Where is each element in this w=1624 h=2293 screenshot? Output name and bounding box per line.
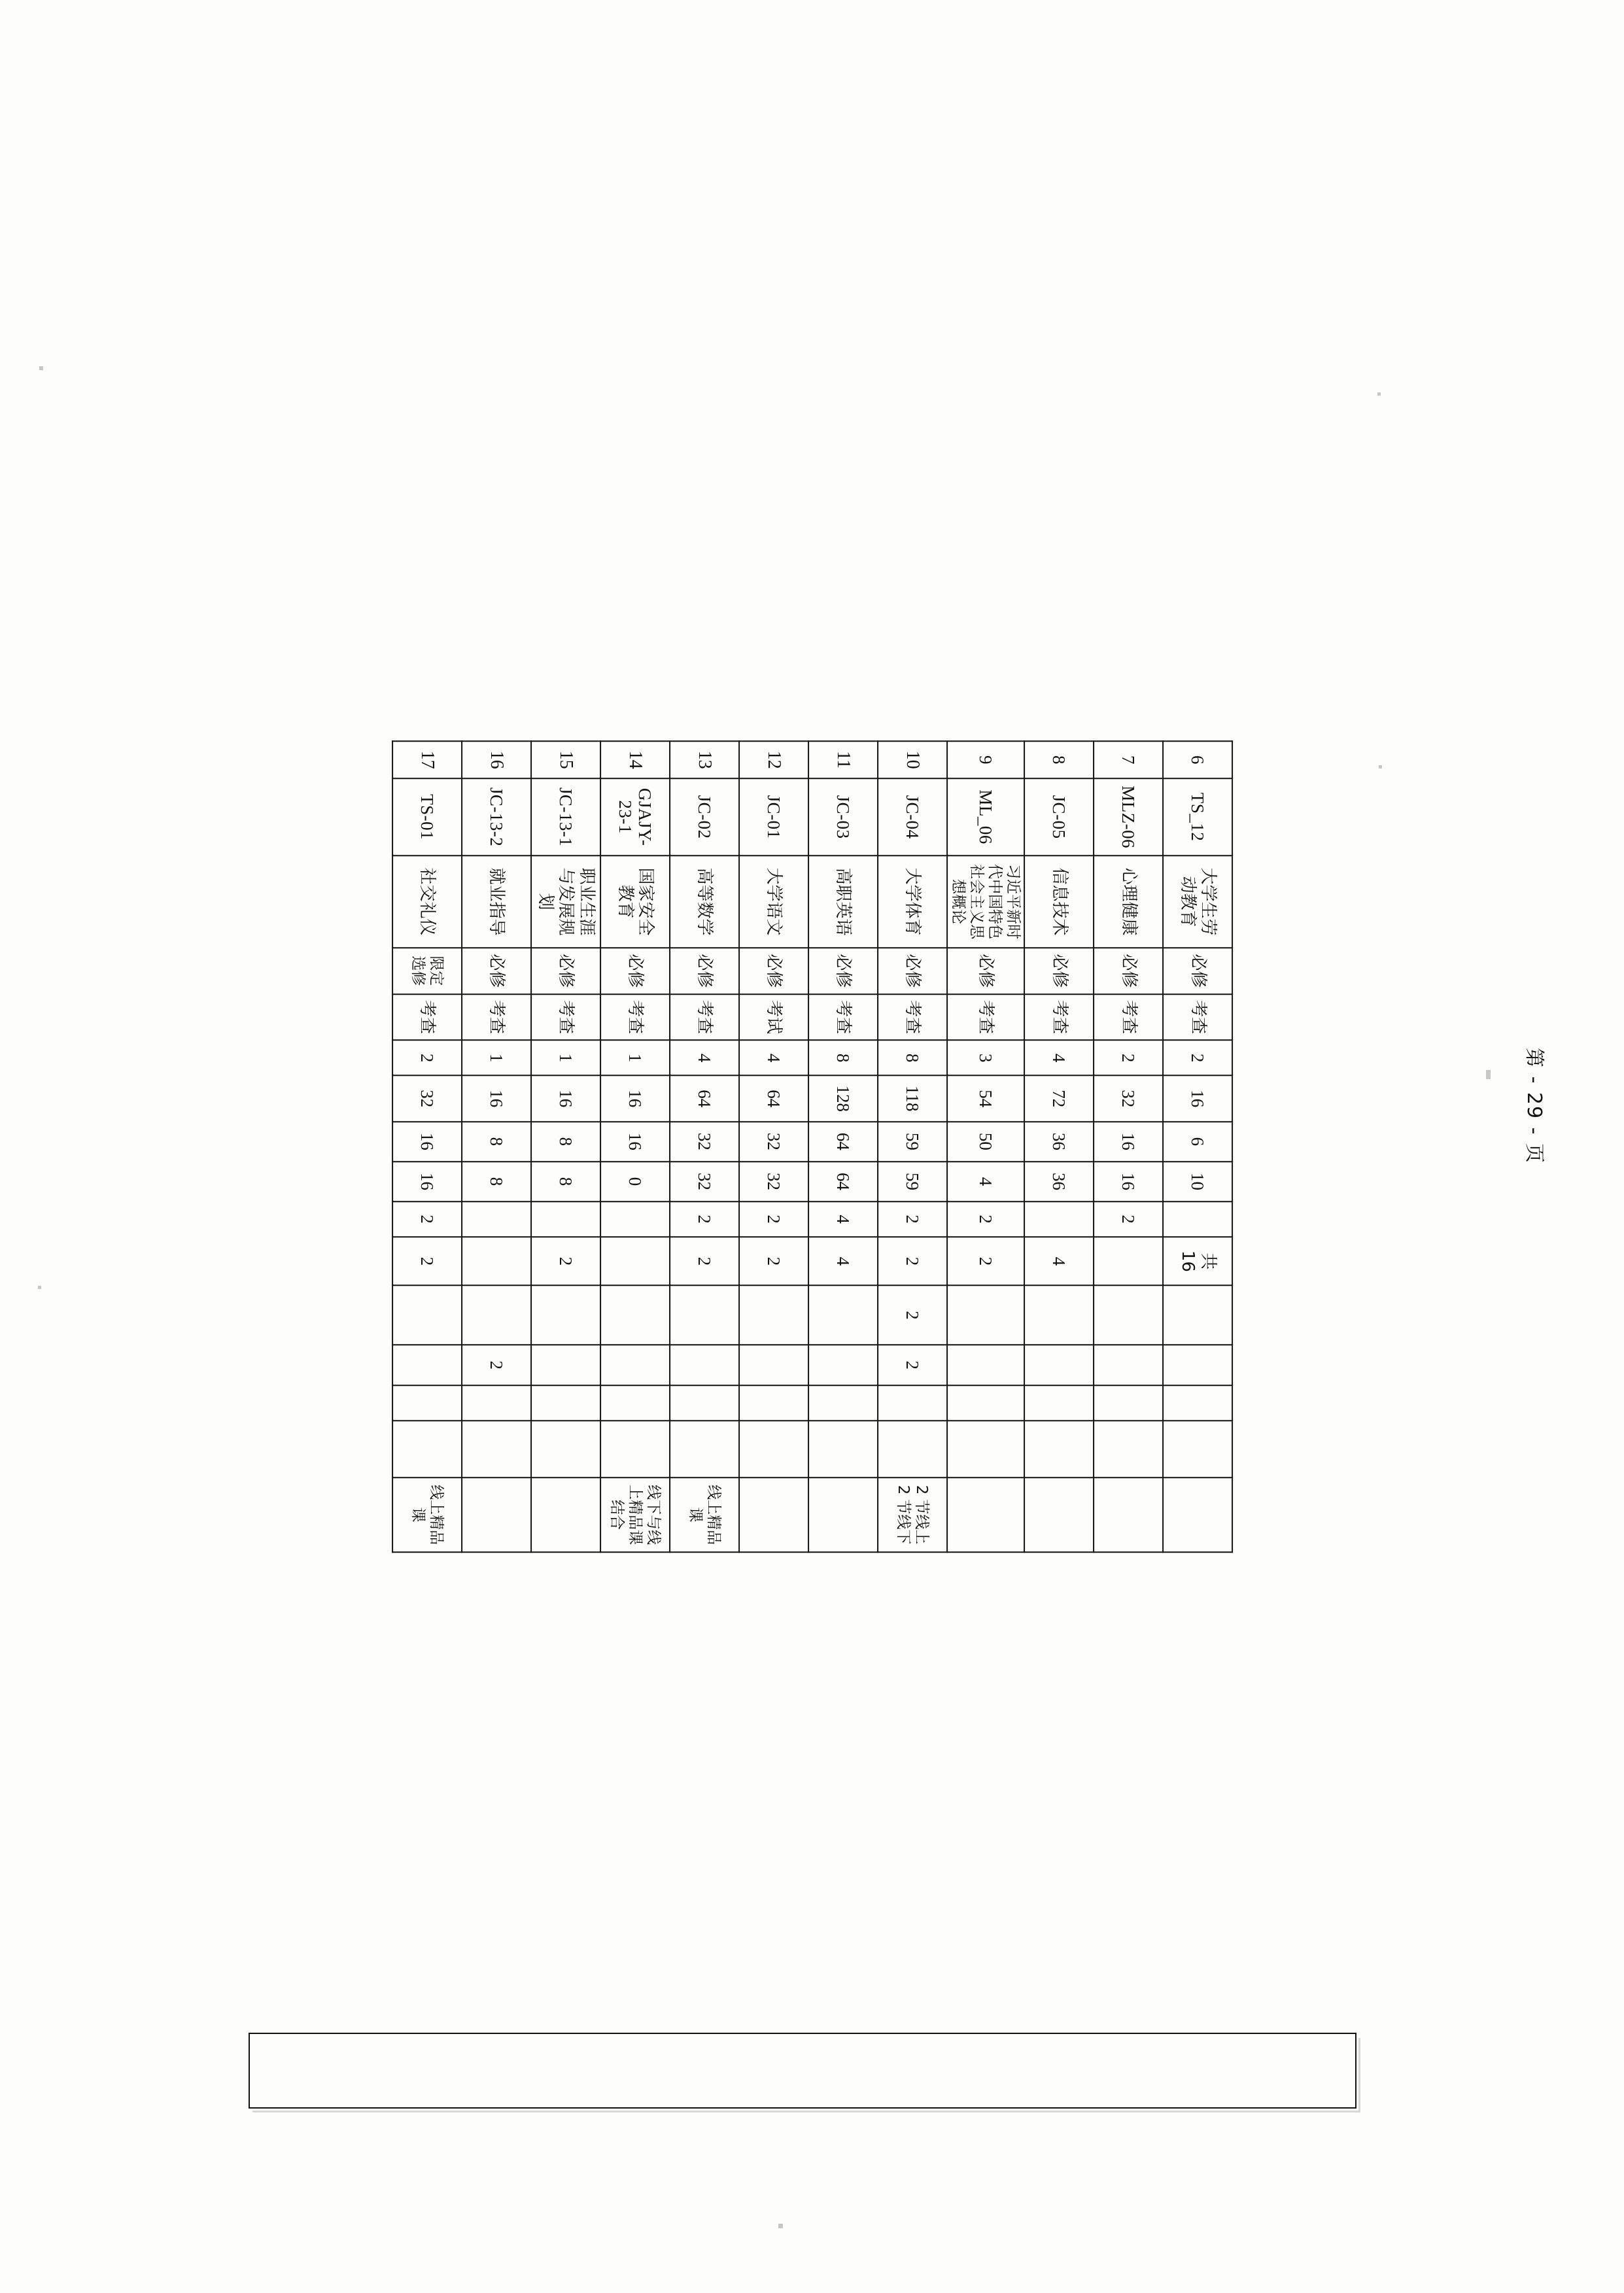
- table-row: [1163, 741, 1232, 1552]
- cell-s6: [808, 1421, 877, 1477]
- cell-name: 习近平新时代中国特色社会主义思想概论: [946, 855, 1024, 948]
- cell-practice: 16: [1094, 1162, 1163, 1201]
- cell-type: 必修: [461, 948, 530, 994]
- cell-s2: 2: [669, 1237, 738, 1285]
- cell-total: 128: [808, 1076, 877, 1122]
- cell-s3: [1163, 1286, 1232, 1345]
- table-row: [530, 741, 600, 1552]
- cell-remark: [946, 1477, 1024, 1551]
- cell-type: 必修: [1163, 948, 1232, 994]
- cell-s2: 4: [1024, 1237, 1094, 1285]
- cell-s5: [946, 1385, 1024, 1421]
- cell-s4: [1163, 1345, 1232, 1385]
- cell-s3: [600, 1286, 669, 1345]
- cell-total: 16: [1163, 1076, 1232, 1122]
- table-row: [877, 741, 946, 1552]
- cell-exam: 考试: [738, 994, 808, 1041]
- cell-type: 必修: [530, 948, 600, 994]
- cell-code: TS_12: [1163, 778, 1232, 855]
- cell-no: 10: [877, 741, 946, 778]
- cell-s4: [738, 1345, 808, 1385]
- cell-s2: 2: [877, 1237, 946, 1285]
- cell-s2: 2: [530, 1237, 600, 1285]
- cell-s6: [1163, 1421, 1232, 1477]
- cell-s6: [461, 1421, 530, 1477]
- cell-s5: [392, 1385, 461, 1421]
- cell-credit: 8: [808, 1041, 877, 1076]
- cell-s6: [600, 1421, 669, 1477]
- cell-no: 15: [530, 741, 600, 778]
- table-row: [669, 741, 738, 1552]
- table-row: [1094, 741, 1163, 1552]
- cell-s2: 2: [392, 1237, 461, 1285]
- cell-exam: 考查: [1163, 994, 1232, 1041]
- cell-theory: 16: [1094, 1122, 1163, 1162]
- cell-s6: [1024, 1421, 1094, 1477]
- cell-total: 64: [669, 1076, 738, 1122]
- cell-code: JC-13-2: [461, 778, 530, 855]
- cell-remark: 线下与线上精品课结合: [600, 1477, 669, 1551]
- scan-speck: [1379, 765, 1382, 768]
- cell-practice: 16: [392, 1162, 461, 1201]
- cell-exam: 考查: [1094, 994, 1163, 1041]
- cell-exam: 考查: [808, 994, 877, 1041]
- cell-type: 必修: [1094, 948, 1163, 994]
- cell-credit: 1: [461, 1041, 530, 1076]
- cell-exam: 考查: [669, 994, 738, 1041]
- cell-remark: [461, 1477, 530, 1551]
- cell-s5: [1163, 1385, 1232, 1421]
- cell-type: 必修: [877, 948, 946, 994]
- table-row: [392, 741, 461, 1552]
- cell-no: 11: [808, 741, 877, 778]
- cell-practice: 64: [808, 1162, 877, 1201]
- cell-credit: 2: [1094, 1041, 1163, 1076]
- cell-s6: [1094, 1421, 1163, 1477]
- cell-s4: [1094, 1345, 1163, 1385]
- cell-total: 64: [738, 1076, 808, 1122]
- cell-name: 就业指导: [461, 855, 530, 948]
- cell-name: 职业生涯与发展规划: [530, 855, 600, 948]
- cell-theory: 6: [1163, 1122, 1232, 1162]
- cell-theory: 36: [1024, 1122, 1094, 1162]
- cell-total: 32: [392, 1076, 461, 1122]
- cell-no: 14: [600, 741, 669, 778]
- cell-credit: 1: [530, 1041, 600, 1076]
- cell-name: 高职英语: [808, 855, 877, 948]
- cell-practice: 8: [461, 1162, 530, 1201]
- cell-exam: 考查: [392, 994, 461, 1041]
- cell-s5: [738, 1385, 808, 1421]
- cell-s3: [1024, 1286, 1094, 1345]
- cell-credit: 8: [877, 1041, 946, 1076]
- cell-theory: 32: [738, 1122, 808, 1162]
- cell-exam: 考查: [530, 994, 600, 1041]
- cell-s2: 2: [738, 1237, 808, 1285]
- cell-practice: 36: [1024, 1162, 1094, 1201]
- cell-type: 限定选修: [392, 948, 461, 994]
- cell-s1: 2: [738, 1201, 808, 1237]
- cell-s3: [738, 1286, 808, 1345]
- cell-no: 12: [738, 741, 808, 778]
- cell-s5: [669, 1385, 738, 1421]
- cell-theory: 59: [877, 1122, 946, 1162]
- cell-s1: 2: [392, 1201, 461, 1237]
- cell-remark: [738, 1477, 808, 1551]
- cell-s1: 2: [669, 1201, 738, 1237]
- cell-s2: [600, 1237, 669, 1285]
- cell-s3: 2: [877, 1286, 946, 1345]
- cell-practice: 59: [877, 1162, 946, 1201]
- cell-total: 54: [946, 1076, 1024, 1122]
- cell-code: GJAJY-23-1: [600, 778, 669, 855]
- cell-s2: [461, 1237, 530, 1285]
- cell-total: 16: [600, 1076, 669, 1122]
- cell-s6: [738, 1421, 808, 1477]
- cell-code: JC-01: [738, 778, 808, 855]
- cell-theory: 16: [600, 1122, 669, 1162]
- course-plan-table-container: [391, 740, 1232, 1553]
- cell-s1: [1163, 1201, 1232, 1237]
- cell-s5: [1024, 1385, 1094, 1421]
- cell-theory: 64: [808, 1122, 877, 1162]
- cell-no: 7: [1094, 741, 1163, 778]
- cell-theory: 32: [669, 1122, 738, 1162]
- cell-s5: [461, 1385, 530, 1421]
- cell-code: JC-13-1: [530, 778, 600, 855]
- scan-speck: [1486, 1070, 1491, 1079]
- cell-type: 必修: [738, 948, 808, 994]
- cell-s6: [530, 1421, 600, 1477]
- table-row: [461, 741, 530, 1552]
- cell-s1: [600, 1201, 669, 1237]
- cell-s4: [669, 1345, 738, 1385]
- cell-practice: 10: [1163, 1162, 1232, 1201]
- cell-exam: 考查: [461, 994, 530, 1041]
- cell-total: 118: [877, 1076, 946, 1122]
- cell-code: JC-05: [1024, 778, 1094, 855]
- cell-practice: 4: [946, 1162, 1024, 1201]
- cell-remark: 2 节线上 2 节线下: [877, 1477, 946, 1551]
- cell-s4: [600, 1345, 669, 1385]
- table-row: [600, 741, 669, 1552]
- cell-code: MLZ-06: [1094, 778, 1163, 855]
- cell-s4: 2: [461, 1345, 530, 1385]
- cell-s2: 4: [808, 1237, 877, 1285]
- cell-code: JC-02: [669, 778, 738, 855]
- cell-total: 16: [530, 1076, 600, 1122]
- cell-code: JC-04: [877, 778, 946, 855]
- cell-exam: 考查: [877, 994, 946, 1041]
- cell-name: 大学语文: [738, 855, 808, 948]
- cell-theory: 8: [530, 1122, 600, 1162]
- cell-no: 16: [461, 741, 530, 778]
- cell-s5: [877, 1385, 946, 1421]
- cell-credit: 3: [946, 1041, 1024, 1076]
- cell-s2: 2: [946, 1237, 1024, 1285]
- cell-theory: 16: [392, 1122, 461, 1162]
- cell-name: 信息技术: [1024, 855, 1094, 948]
- cell-s1: 2: [1094, 1201, 1163, 1237]
- cell-type: 必修: [669, 948, 738, 994]
- cell-s5: [600, 1385, 669, 1421]
- cell-s4: [530, 1345, 600, 1385]
- cell-remark: [1163, 1477, 1232, 1551]
- scan-speck: [778, 2224, 783, 2228]
- cell-s3: [392, 1286, 461, 1345]
- cell-s4: [1024, 1345, 1094, 1385]
- blank-continuation-box: [249, 2033, 1356, 2109]
- cell-remark: [1094, 1477, 1163, 1551]
- cell-credit: 4: [738, 1041, 808, 1076]
- cell-remark: [1024, 1477, 1094, 1551]
- cell-s6: [669, 1421, 738, 1477]
- cell-code: TS-01: [392, 778, 461, 855]
- cell-s1: 2: [877, 1201, 946, 1237]
- cell-no: 8: [1024, 741, 1094, 778]
- cell-credit: 4: [669, 1041, 738, 1076]
- cell-exam: 考查: [946, 994, 1024, 1041]
- cell-s6: [392, 1421, 461, 1477]
- cell-remark: 线上精品课: [392, 1477, 461, 1551]
- course-plan-table: [391, 740, 1232, 1553]
- scan-speck: [39, 366, 43, 370]
- cell-s2: [1094, 1237, 1163, 1285]
- cell-s3: [530, 1286, 600, 1345]
- cell-s3: [669, 1286, 738, 1345]
- cell-s6: [946, 1421, 1024, 1477]
- page-number: 第 - 29 - 页: [1523, 1048, 1546, 1164]
- cell-credit: 1: [600, 1041, 669, 1076]
- cell-s2: 共 16: [1163, 1237, 1232, 1285]
- cell-total: 32: [1094, 1076, 1163, 1122]
- course-plan-table-body: [392, 741, 1232, 1552]
- cell-name: 社交礼仪: [392, 855, 461, 948]
- cell-theory: 8: [461, 1122, 530, 1162]
- cell-theory: 50: [946, 1122, 1024, 1162]
- cell-name: 大学体育: [877, 855, 946, 948]
- cell-s5: [1094, 1385, 1163, 1421]
- cell-name: 国家安全教育: [600, 855, 669, 948]
- cell-credit: 2: [392, 1041, 461, 1076]
- cell-code: JC-03: [808, 778, 877, 855]
- cell-s3: [808, 1286, 877, 1345]
- cell-practice: 8: [530, 1162, 600, 1201]
- cell-type: 必修: [946, 948, 1024, 994]
- cell-s3: [1094, 1286, 1163, 1345]
- cell-practice: 32: [669, 1162, 738, 1201]
- cell-total: 16: [461, 1076, 530, 1122]
- cell-no: 6: [1163, 741, 1232, 778]
- cell-s1: [1024, 1201, 1094, 1237]
- table-row: [1024, 741, 1094, 1552]
- cell-s1: 2: [946, 1201, 1024, 1237]
- cell-remark: [808, 1477, 877, 1551]
- cell-type: 必修: [1024, 948, 1094, 994]
- cell-s3: [946, 1286, 1024, 1345]
- cell-s4: [946, 1345, 1024, 1385]
- cell-s4: [392, 1345, 461, 1385]
- cell-no: 9: [946, 741, 1024, 778]
- cell-s6: [877, 1421, 946, 1477]
- cell-credit: 4: [1024, 1041, 1094, 1076]
- cell-practice: 32: [738, 1162, 808, 1201]
- cell-remark: 线上精品课: [669, 1477, 738, 1551]
- cell-credit: 2: [1163, 1041, 1232, 1076]
- cell-s5: [808, 1385, 877, 1421]
- cell-exam: 考查: [1024, 994, 1094, 1041]
- cell-type: 必修: [600, 948, 669, 994]
- cell-s4: [808, 1345, 877, 1385]
- cell-remark: [530, 1477, 600, 1551]
- table-row: [808, 741, 877, 1552]
- cell-exam: 考查: [600, 994, 669, 1041]
- scan-speck: [38, 1286, 41, 1289]
- cell-s5: [530, 1385, 600, 1421]
- cell-total: 72: [1024, 1076, 1094, 1122]
- cell-name: 高等数学: [669, 855, 738, 948]
- cell-s1: [530, 1201, 600, 1237]
- cell-s1: [461, 1201, 530, 1237]
- cell-name: 心理健康: [1094, 855, 1163, 948]
- cell-no: 13: [669, 741, 738, 778]
- cell-practice: 0: [600, 1162, 669, 1201]
- cell-code: ML_06: [946, 778, 1024, 855]
- cell-no: 17: [392, 741, 461, 778]
- cell-s1: 4: [808, 1201, 877, 1237]
- table-row: [946, 741, 1024, 1552]
- cell-s4: 2: [877, 1345, 946, 1385]
- cell-type: 必修: [808, 948, 877, 994]
- scan-speck: [1377, 392, 1381, 396]
- cell-s3: [461, 1286, 530, 1345]
- cell-name: 大学生劳动教育: [1163, 855, 1232, 948]
- table-row: [738, 741, 808, 1552]
